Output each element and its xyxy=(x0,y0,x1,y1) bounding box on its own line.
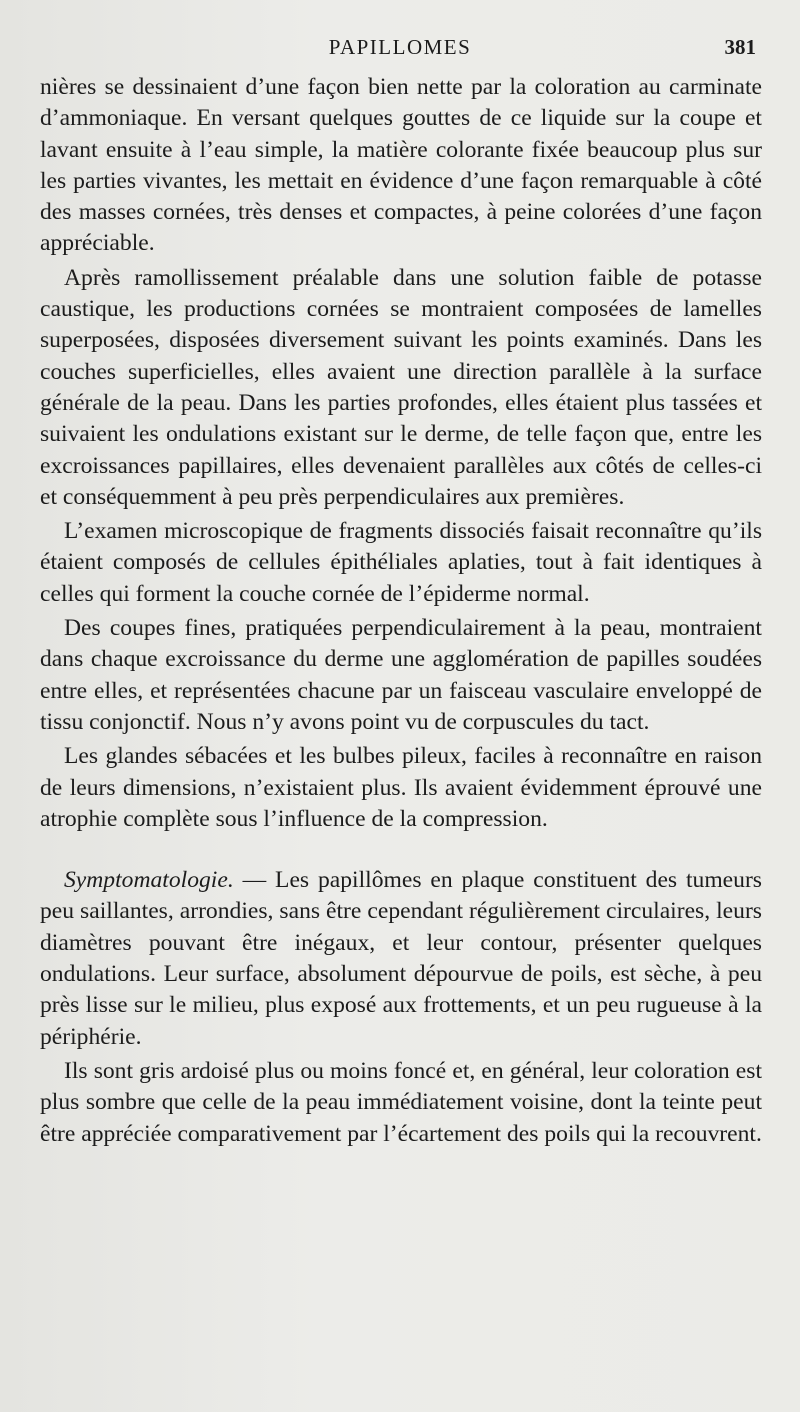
section-dash: — xyxy=(233,867,276,894)
section-paragraph xyxy=(40,865,762,1053)
running-title: PAPILLOMES xyxy=(328,35,472,59)
paragraph: Ils sont gris ardoisé plus ou moins foncé et, en général, leur coloration est plus sombre que celle de la peau immédiatement voisine, dont la teinte peut être appréciée comparativement par l’écartement des poils qui la recouvrent. xyxy=(40,1057,762,1147)
paragraph: Après ramollissement préalable dans une solution faible de potasse caustique, les productions cornées se montraient composées de lamelles superposées, disposées diversement suivant les points examinés. Dans les couches superficielles, elles avaient une direction parallèle à la surface générale de la peau. Dans les parties profondes, elles étaient plus tassées et suivaient les ondulations existant sur le derme, de telle façon que, entre les excroissances papillaires, elles devenaient parallèles aux côtés de celles-ci et conséquemment à peu près perpendiculaires aux premières. xyxy=(40,264,762,510)
paragraph: nières se dessinaient d’une façon bien nette par la coloration au carminate d’ammoniaque. En versant quelques gouttes de ce liquide sur la coupe et lavant ensuite à l’eau simple, la matière colorante fixée beaucoup plus sur les parties vivantes, les mettait en évidence d’une façon remarquable à côté des masses cornées, très denses et compactes, à peine colorées d’une façon appréciable. xyxy=(40,74,762,257)
paragraph: L’examen microscopique de fragments dissociés faisait reconnaître qu’ils étaient composés de cellules épithéliales aplaties, tout à fait identiques à celles qui forment la couche cornée de l’épiderme normal. xyxy=(40,518,762,607)
page-header xyxy=(0,32,800,62)
page-number: 381 xyxy=(724,35,756,59)
page-body xyxy=(40,72,762,1150)
section-heading: Symptomatologie. xyxy=(64,867,234,894)
paragraph: Les glandes sébacées et les bulbes pileux, faciles à reconnaître en raison de leurs dimensions, n’existaient plus. Ils avaient évidemment éprouvé une atrophie complète sous l’influence de la compression. xyxy=(40,743,762,832)
section-gap xyxy=(40,835,762,865)
paragraph: Des coupes fines, pratiquées perpendiculairement à la peau, montraient dans chaque excroissance du derme une agglomération de papilles soudées entre elles, et représentées chacune par un faisceau vasculaire enveloppé de tissu conjonctif. Nous n’y avons point vu de corpuscules du tact. xyxy=(40,615,762,735)
section-first-paragraph: Les papillômes en plaque constituent des tumeurs peu saillantes, arrondies, sans être cependant régulièrement circulaires, leurs diamètres pouvant être inégaux, et leur contour, présenter quelques ondulations. Leur surface, absolument dépourvue de poils, est sèche, à peu près lisse sur le milieu, plus exposé aux frottements, et un peu rugueuse à la périphérie. xyxy=(40,867,762,1050)
